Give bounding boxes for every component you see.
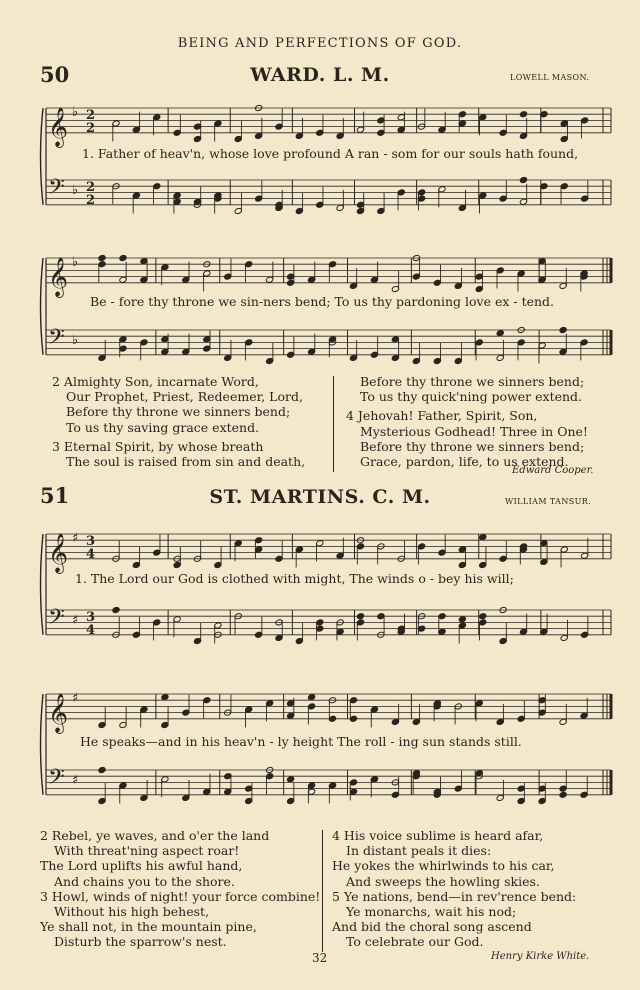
verse-line: 3 Eternal Spirit, by whose breath bbox=[52, 438, 264, 454]
treble-clef-icon: 𝄞 bbox=[48, 256, 69, 297]
time-signature: 3 bbox=[86, 610, 96, 625]
time-signature: 2 bbox=[86, 121, 96, 136]
verse-line: 5 Ye nations, bend—in rev'rence bend: bbox=[332, 888, 577, 904]
lyrics-line: 1. Father of heav'n, whose love profound A ran - som for our souls hath found, bbox=[82, 146, 579, 161]
verse-column-left bbox=[52, 374, 305, 469]
bass-clef-icon: 𝄢 bbox=[48, 605, 65, 635]
verse-line: Before thy throne we sinners bend; bbox=[360, 374, 585, 389]
treble-clef-icon: 𝄞 bbox=[48, 106, 69, 147]
verse-line: To us thy quick'ning power extend. bbox=[360, 389, 583, 405]
time-signature: 2 bbox=[86, 180, 96, 195]
verse-line: The Lord uplifts his awful hand, bbox=[40, 858, 243, 874]
bass-clef-icon: 𝄢 bbox=[48, 765, 65, 795]
lyrics-line: He speaks—and in his heav'n - ly height The roll - ing sun stands still. bbox=[80, 734, 522, 749]
time-signature: 4 bbox=[86, 623, 96, 638]
verse-line: In distant peals it dies: bbox=[346, 843, 492, 859]
tune-title: WARD. L. M. bbox=[250, 64, 390, 86]
verse-line: To celebrate our God. bbox=[346, 934, 484, 950]
lyrics-line: Be - fore thy throne we sin-ners bend; To us thy pardoning love ex - tend. bbox=[90, 294, 555, 309]
lyrics-line: 1. The Lord our God is clothed with might, The winds o - bey his will; bbox=[75, 571, 514, 586]
flat-sign-icon: ♭ bbox=[72, 105, 79, 120]
treble-clef-icon: 𝄞 bbox=[48, 532, 69, 573]
verse-line: To us thy saving grace extend. bbox=[66, 419, 260, 435]
verse-line: He yokes the whirlwinds to his car, bbox=[332, 858, 555, 874]
verse-line: And bid the choral song ascend bbox=[332, 919, 532, 935]
verse-line: 3 Howl, winds of night! your force combine! bbox=[40, 888, 321, 904]
verse-column-right bbox=[332, 828, 576, 950]
author-credit: Henry Kirke White. bbox=[491, 951, 590, 962]
time-signature: 3 bbox=[86, 534, 96, 549]
verse-line: Without his high behest, bbox=[54, 904, 210, 920]
verse-line: 2 Rebel, ye waves, and o'er the land bbox=[40, 828, 270, 843]
verse-line: Before thy throne we sinners bend; bbox=[66, 404, 291, 420]
composer-credit: WILLIAM TANSUR. bbox=[505, 497, 592, 506]
sharp-sign-icon: ♯ bbox=[72, 691, 79, 706]
verse-line: Grace, pardon, life, to us extend. bbox=[360, 454, 569, 470]
verse-line: Ye monarchs, wait his nod; bbox=[346, 904, 517, 920]
time-signature: 2 bbox=[86, 108, 96, 123]
sharp-sign-icon: ♯ bbox=[72, 773, 79, 788]
treble-clef-icon: 𝄞 bbox=[48, 692, 69, 733]
verse-line: 2 Almighty Son, incarnate Word, bbox=[52, 374, 259, 389]
sharp-sign-icon: ♯ bbox=[72, 613, 79, 628]
tune-title: ST. MARTINS. C. M. bbox=[209, 486, 431, 508]
flat-sign-icon: ♭ bbox=[72, 255, 79, 270]
verse-line: And chains you to the shore. bbox=[54, 873, 235, 889]
running-head: BEING AND PERFECTIONS OF GOD. bbox=[177, 36, 463, 51]
verse-line: Disturb the sparrow's nest. bbox=[54, 934, 227, 950]
flat-sign-icon: ♭ bbox=[72, 183, 79, 198]
verse-line: Our Prophet, Priest, Redeemer, Lord, bbox=[66, 389, 303, 405]
page-number: 32 bbox=[312, 951, 328, 965]
verse-line: Mysterious Godhead! Three in One! bbox=[360, 423, 588, 439]
verse-column-left bbox=[40, 828, 320, 950]
hymn-number: 51 bbox=[40, 483, 70, 508]
verse-line: And sweeps the howling skies. bbox=[346, 873, 540, 889]
verse-line: Before thy throne we sinners bend; bbox=[360, 438, 585, 454]
column-divider bbox=[322, 830, 323, 952]
composer-credit: LOWELL MASON. bbox=[510, 73, 590, 82]
verse-line: 4 Jehovah! Father, Spirit, Son, bbox=[346, 408, 538, 424]
time-signature: 2 bbox=[86, 193, 96, 208]
verse-line: With threat'ning aspect roar! bbox=[54, 843, 240, 859]
time-signature: 4 bbox=[86, 547, 96, 562]
sharp-sign-icon: ♯ bbox=[72, 531, 79, 546]
hymn-number: 50 bbox=[40, 62, 70, 87]
author-credit: Edward Cooper. bbox=[512, 465, 594, 476]
verse-line: The soul is raised from sin and death, bbox=[66, 454, 306, 470]
verse-column-right bbox=[346, 374, 588, 469]
bass-clef-icon: 𝄢 bbox=[48, 175, 65, 205]
bass-clef-icon: 𝄢 bbox=[48, 325, 65, 355]
flat-sign-icon: ♭ bbox=[72, 333, 79, 348]
column-divider bbox=[333, 376, 334, 472]
verse-line: Ye shall not, in the mountain pine, bbox=[40, 919, 257, 935]
verse-line: 4 His voice sublime is heard afar, bbox=[332, 828, 544, 843]
